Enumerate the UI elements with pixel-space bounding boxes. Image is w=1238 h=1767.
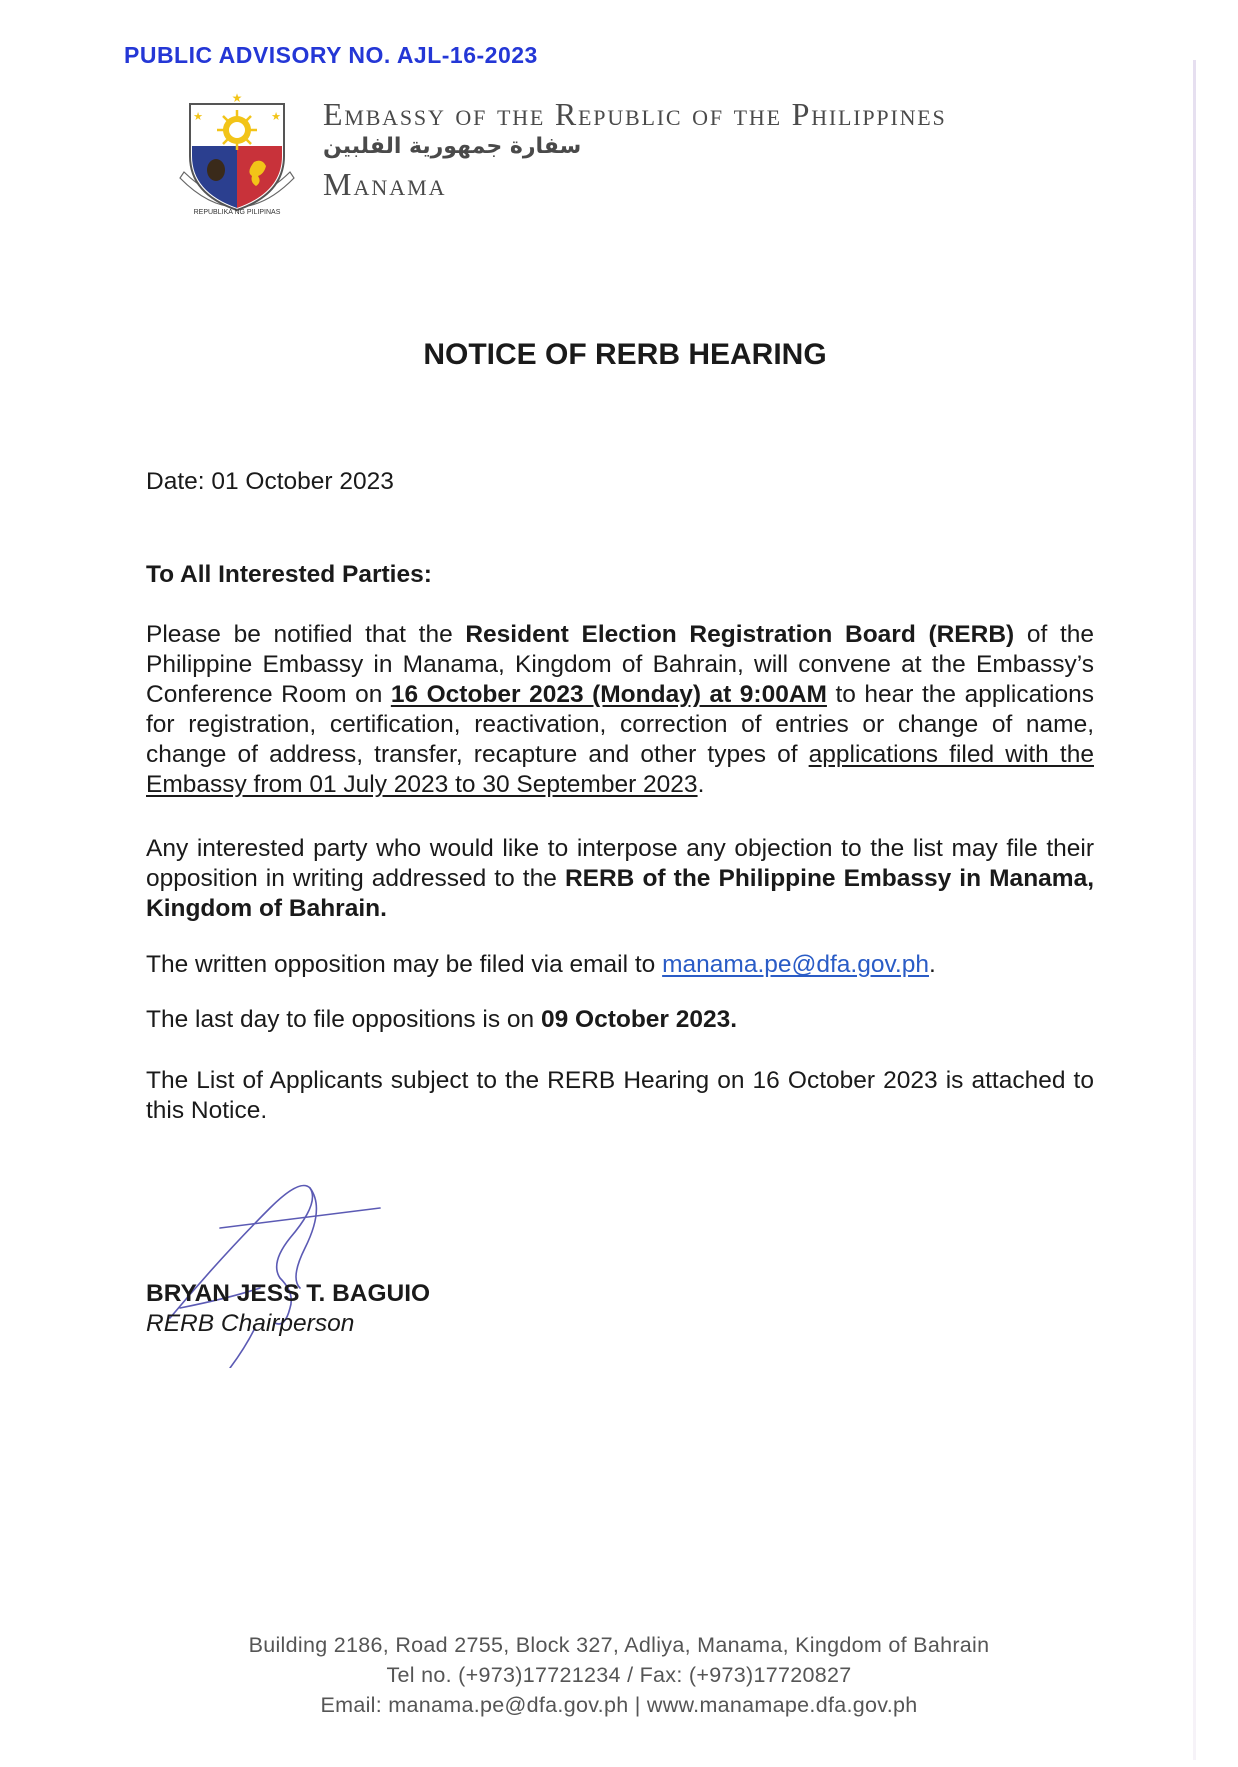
paragraph-opposition: Any interested party who would like to interpose any objection to the list may file their opposition in writing addressed to the RERB of the Philippine Embassy in Manama, Kingdom of Bahrain. (146, 835, 1094, 922)
paragraph-hearing-details: Please be notified that the Resident Election Registration Board (RERB) of the Philippine Embassy in Manama, Kingdom of Bahrain, will convene at the Embassy’s Conference Room on 16 October 2023 (Monday) at 9:00AM to hear the applications for registration, certification, reactivation, correction of entries or change of name, change of address, transfer, recapture and other types of applications filed with the Embassy from 01 July 2023 to 30 September 2023. (146, 621, 1095, 798)
hearing-date: 16 October 2023 (Monday) at 9:00AM (390, 681, 827, 708)
seal-ribbon-text: REPUBLIKA NG PILIPINAS (193, 209, 281, 216)
paragraph-attachment: The List of Applicants subject to the RERB Hearing on 16 October 2023 is attached to this Notice. (146, 1067, 1094, 1124)
embassy-name-arabic: سفارة جمهورية الفلبين (323, 134, 582, 159)
footer (0, 1630, 1238, 1720)
notice-title: NOTICE OF RERB HEARING (423, 338, 827, 371)
email-link[interactable]: manama.pe@dfa.gov.ph (662, 951, 929, 978)
salutation: To All Interested Parties: (146, 561, 432, 588)
signature-scribble (160, 1168, 410, 1368)
embassy-city: Manama (323, 166, 447, 202)
notice-date: Date: 01 October 2023 (146, 468, 394, 495)
footer-email: Email: manama.pe@dfa.gov.ph | www.manamape.dfa.gov.ph (320, 1693, 918, 1717)
signatory-title: RERB Chairperson (146, 1310, 355, 1337)
svg-text:★: ★ (193, 111, 203, 123)
deadline-date: 09 October 2023. (540, 1006, 738, 1033)
advisory-number: PUBLIC ADVISORY NO. AJL-16-2023 (124, 42, 538, 68)
philippine-seal-icon (176, 86, 298, 226)
svg-text:★: ★ (231, 91, 243, 105)
svg-text:★: ★ (271, 111, 281, 123)
paragraph-deadline: The last day to file oppositions is on 09 October 2023. (146, 1006, 738, 1033)
paragraph-email: The written opposition may be filed via email to manama.pe@dfa.gov.ph. (146, 951, 936, 978)
footer-address: Building 2186, Road 2755, Block 327, Adliya, Manama, Kingdom of Bahrain (248, 1633, 990, 1657)
footer-phone: Tel no. (+973)17721234 / Fax: (+973)17720827 (386, 1663, 852, 1687)
embassy-name: Embassy of the Republic of the Philippines (323, 96, 947, 132)
filing-period: applications filed with the Embassy from 01 July 2023 to 30 September 2023 (146, 741, 1094, 798)
page-edge-line (1193, 60, 1196, 1760)
signatory-name: BRYAN JESS T. BAGUIO (146, 1280, 431, 1307)
